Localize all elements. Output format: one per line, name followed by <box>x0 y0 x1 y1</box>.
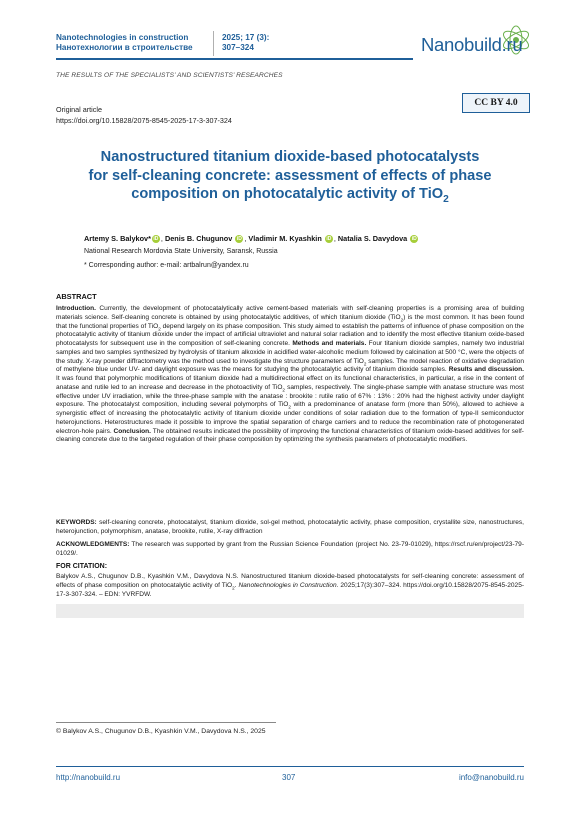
issue-volume: 2025; 17 (3): <box>222 33 270 42</box>
acknowledgments-label: ACKNOWLEDGMENTS: <box>56 541 130 548</box>
author-name: Natalia S. Davydova <box>337 234 408 243</box>
citation-part: . <box>234 581 239 589</box>
conclusion-label: Conclusion. <box>113 427 151 435</box>
title-line-2: for self-cleaning concrete: assessment of effects of phase <box>88 167 492 184</box>
subscript: 2 <box>363 360 367 366</box>
article-meta <box>56 104 232 126</box>
footer-website-link[interactable]: http://nanobuild.ru <box>56 773 121 782</box>
intro-text: ) is the most common. It has been found that the functional properties of TiO <box>56 313 524 330</box>
subscript: 2 <box>288 404 291 410</box>
citation-heading: FOR CITATION: <box>56 563 108 570</box>
abstract-heading: ABSTRACT <box>56 292 97 301</box>
intro-label: Introduction. <box>56 305 97 312</box>
subscript: 2 <box>282 387 285 393</box>
subscript: 2 <box>158 325 161 331</box>
methods-text: Four titanium dioxide samples, namely two industrial samples and two samples synthesized by hydrolysis of titanium alkoxide in acidified water-alcoholic medium followed by calcination at 500 °C, were the objects of the study. X-ray powder diffractometry was the method used to investigate the structure parameters of TiO <box>56 340 524 365</box>
section-label: THE RESULTS OF THE SPECIALISTS’ AND SCIENTISTS’ RESEARCHES <box>56 72 283 79</box>
author-name: Denis B. Chugunov <box>164 234 233 243</box>
author-name: Artemy S. Balykov* <box>84 234 151 243</box>
issue-info <box>222 33 269 53</box>
orcid-icon[interactable]: iD <box>326 236 332 243</box>
orcid-icon[interactable]: iD <box>411 236 417 243</box>
copyright-footnote: © Balykov A.S., Chugunov D.B., Kyashkin V.M., Davydova N.S., 2025 <box>56 728 266 735</box>
header-rule <box>56 58 413 60</box>
article-title <box>56 148 524 204</box>
intro-text: depend largely on its phase composition. This study aimed to establish the patterns of influence of phase composition on the photocatalytic activity of titanium dioxide under the impact of artificial ultraviolet and natural solar radiation and to identify the most effective titanium oxide-based photocatalysts for subsequent use in the composition of self-cleaning concrete. <box>56 322 525 347</box>
subscript: 2 <box>232 585 235 591</box>
affiliation: National Research Mordovia State University, Saransk, Russia <box>84 248 278 255</box>
keywords-label: KEYWORDS: <box>56 519 97 526</box>
intro-text: Currently, the development of photocatalytically active cement-based materials with self-cleaning properties is a promising area of building materials science. Self-cleaning concrete is obtained by using photocatalytic additives, of which titanium dioxide (TiO <box>56 305 524 321</box>
footnote-rule <box>56 722 276 723</box>
journal-name <box>56 33 193 53</box>
author-list: Artemy S. Balykov* iD , Denis B. Chugunov iD , Vladimir M. Kyashkin iD , Natalia S. Davydova iD <box>84 234 417 243</box>
methods-label: Methods and materials. <box>292 340 367 347</box>
author-name: Vladimir M. Kyashkin <box>248 234 322 243</box>
journal-name-en: Nanotechnologies in construction <box>56 33 189 42</box>
orcid-icon[interactable]: iD <box>153 236 159 243</box>
methods-text: samples. The model reaction of oxidative degradation of methylene blue under UV- and daylight exposure was the means for studying the photocatalytic activity of titanium dioxide samples. <box>56 357 524 374</box>
article-type: Original article <box>56 105 102 114</box>
citation-divider-bar <box>56 604 524 618</box>
journal-name-ru: Нанотехнологии в строительстве <box>56 43 193 52</box>
results-label: Results and discussion. <box>448 366 524 374</box>
acknowledgments <box>56 541 524 559</box>
orcid-icon[interactable]: iD <box>236 236 242 243</box>
article-doi[interactable]: https://doi.org/10.15828/2075-8545-2025-17-3-307-324 <box>56 116 232 125</box>
citation-part: 2025;17(3):307–324. https://doi.org/10.15828/2075-8545-2025-17-3-307-324. – EDN: YVRFDW. <box>56 581 525 598</box>
page-number: 307 <box>282 773 296 782</box>
title-line-3 <box>56 185 524 204</box>
citation-text <box>56 573 524 599</box>
abstract-body <box>56 305 524 445</box>
citation-journal: Nanotechnologies in Construction. <box>238 581 339 589</box>
subscript: 2 <box>400 317 404 323</box>
keywords-text: self-cleaning concrete, photocatalyst, titanium dioxide, sol-gel method, photocatalytic activity, phase composition, crystallite size, nanostructures, heterojunction, polymorphism, anatase, brookite, rutile, X-ray diffraction <box>56 519 524 535</box>
title-subscript: 2 <box>443 193 449 205</box>
footer-email-link[interactable]: info@nanobuild.ru <box>458 773 524 782</box>
citation-part: Balykov A.S., Chugunov D.B., Kyashkin V.M., Davydova N.S. Nanostructured titanium dioxide-based photocatalysts for self-cleaning concrete: assessment of effects of phase composition on photocatalytic activity of TiO <box>56 573 524 589</box>
keywords <box>56 519 524 537</box>
logo-text: Nanobuild.ru <box>421 34 523 55</box>
header-divider <box>213 31 214 56</box>
results-text: samples, respectively. The single-phase sample with anatase structure was most effective under UV irradiation, while the three-phase sample with the anatase : brookite : rutile ratio of 67% : 13% : 20% had the highest activity under daylight exposure. The photocatalyst composition, including several polymorphs of TiO <box>56 383 524 409</box>
results-text: with a predominance of anatase form (more than 50%), allowed to achieve a synergistic effect of increasing the photocatalytic activity of titanium dioxide under conditions of solar radiation due to the formation of type-II semiconductor heterojunctions. Heterostructures made it possible to improve the spatial separation of charge carriers and to reduce the recombination rate of photogenerated electron-hole pairs. <box>56 401 524 435</box>
corresponding-author: * Corresponding author: e-mail: artbalrun@yandex.ru <box>84 262 249 269</box>
issue-pages: 307–324 <box>222 43 254 52</box>
title-line-3-text: composition on photocatalytic activity of TiO <box>131 186 444 202</box>
conclusion-text: The obtained results indicated the possibility of improving the functional characteristics of titanium oxide-based additives for self-cleaning concrete due to the targeted regulation of their phase composition by optimizing the synthesis parameters of photocatalytic modifiers. <box>56 427 524 444</box>
results-text: It was found that polymorphic modifications of titanium dioxide had a multidirectional effect on its functional characteristics, in particular, a rise in the content of anatase and rutile led to an increase and decrease in the photoactivity of TiO <box>56 375 524 391</box>
acknowledgments-text: The research was supported by grant from the Russian Science Foundation (project No. 23-79-01029), https://rscf.ru/en/project/23-79-01029/. <box>56 541 524 557</box>
license-badge[interactable]: CC BY 4.0 <box>462 93 530 113</box>
footer-rule <box>56 766 524 767</box>
title-line-1: Nanostructured titanium dioxide-based photocatalysts <box>100 149 480 165</box>
